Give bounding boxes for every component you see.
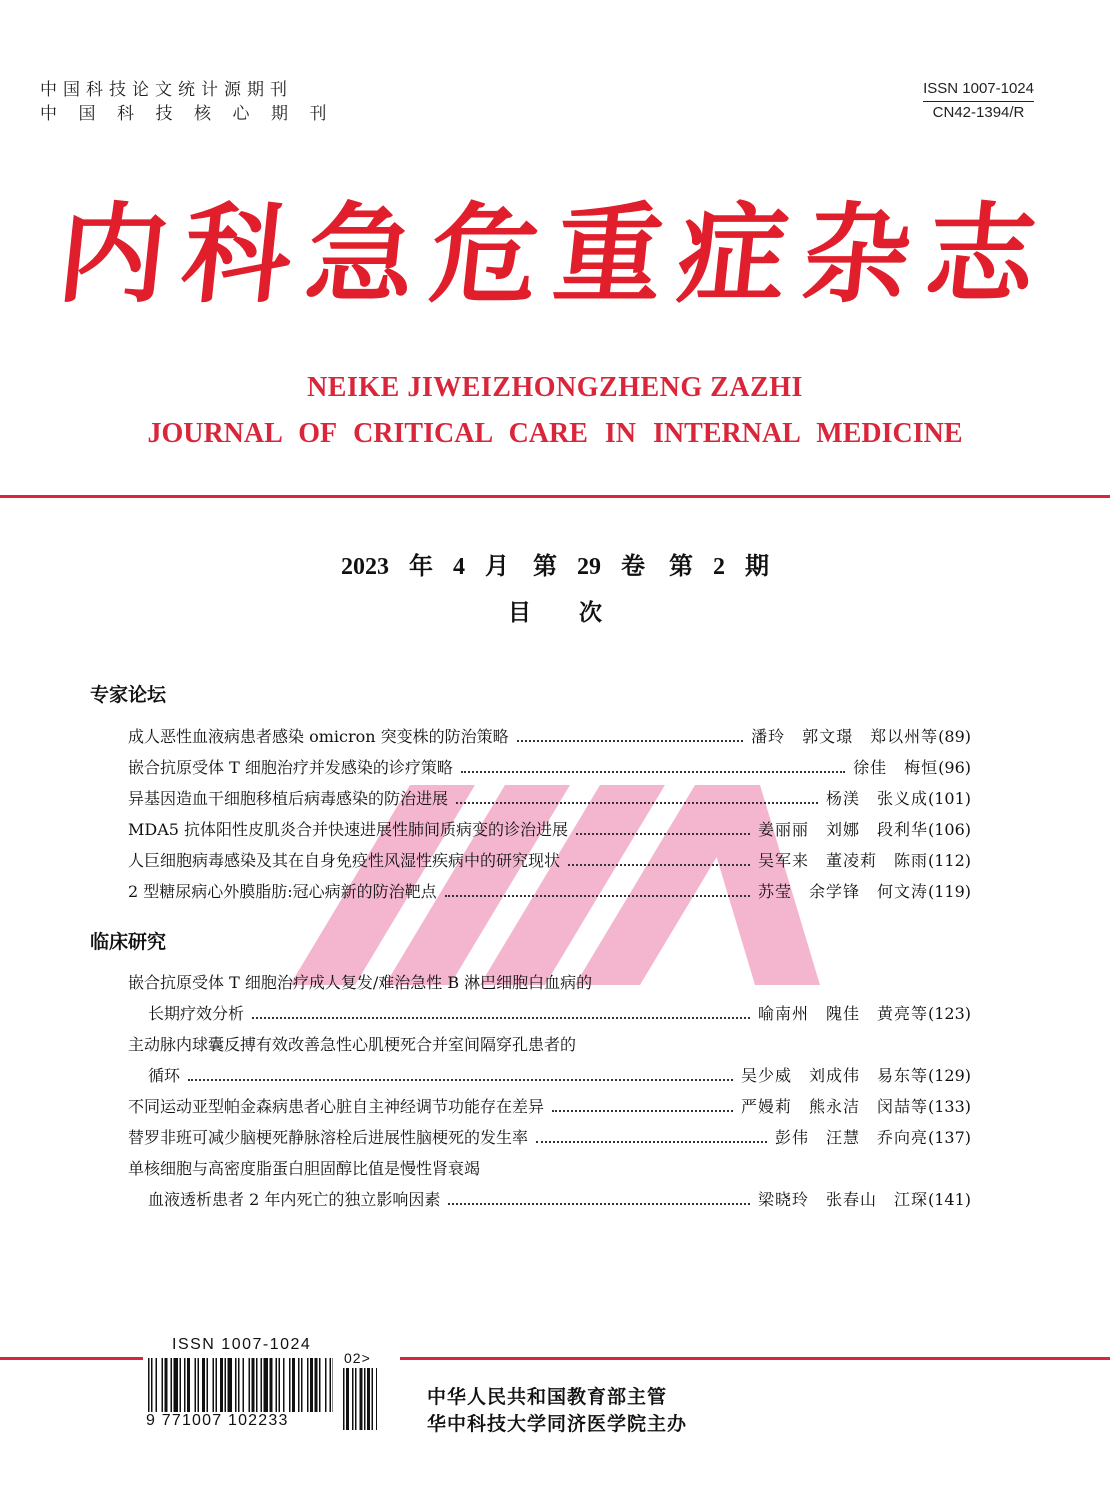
toc-entry[interactable] — [128, 1185, 971, 1211]
leader-dots — [461, 771, 845, 773]
article-title-continuation: 长期疗效分析 — [148, 1004, 245, 1023]
sponsor-info — [427, 1384, 687, 1438]
article-page: (112) — [927, 851, 971, 870]
article-title: 成人恶性血液病患者感染 omicron 突变株的防治策略 — [128, 727, 509, 746]
toc-entry[interactable] — [128, 846, 971, 872]
article-page: (129) — [927, 1066, 971, 1085]
sponsor-line-2: 华中科技大学同济医学院主办 — [427, 1413, 688, 1435]
bottom-divider-left — [0, 1357, 143, 1360]
leader-dots — [576, 833, 750, 835]
article-authors: 梁晓玲 张春山 江琛 — [757, 1190, 928, 1209]
sponsor-line-1: 中华人民共和国教育部主管 — [427, 1386, 668, 1408]
leader-dots — [517, 740, 743, 742]
leader-dots — [252, 1017, 750, 1019]
article-title: 替罗非班可减少脑梗死静脉溶栓后进展性脑梗死的发生率 — [128, 1128, 529, 1147]
article-title: 人巨细胞病毒感染及其在自身免疫性风湿性疾病中的研究现状 — [128, 851, 561, 870]
barcode-addon-label: 02> — [344, 1350, 371, 1366]
toc-entry-first-line[interactable] — [128, 968, 971, 994]
issn-number: ISSN 1007-1024 — [923, 78, 1034, 102]
article-title: 嵌合抗原受体 T 细胞治疗并发感染的诊疗策略 — [128, 758, 453, 777]
barcode-issn-label: ISSN 1007-1024 — [172, 1336, 312, 1353]
article-authors: 吴少威 刘成伟 易东等 — [740, 1066, 928, 1085]
barcode — [148, 1358, 333, 1412]
article-authors: 严嫚莉 熊永洁 闵喆等 — [740, 1097, 928, 1116]
indexing-line-2: 中国科技核心期刊 — [40, 104, 348, 124]
article-page: (106) — [927, 820, 971, 839]
toc-entry-first-line[interactable] — [128, 1030, 971, 1056]
article-page: (89) — [938, 727, 971, 746]
leader-dots — [456, 802, 818, 804]
article-authors: 姜丽丽 刘娜 段利华 — [757, 820, 928, 839]
article-authors: 徐佳 梅恒 — [853, 758, 939, 777]
bottom-divider-right — [400, 1357, 1110, 1360]
article-authors: 吴军来 董凌莉 陈雨 — [757, 851, 928, 870]
journal-title-chinese: 内科急危重症杂志 — [52, 192, 1058, 318]
toc-entry[interactable] — [128, 1061, 971, 1087]
toc-entry[interactable] — [128, 877, 971, 903]
leader-dots — [445, 895, 750, 897]
toc-entry[interactable] — [128, 1123, 971, 1149]
toc-entry[interactable] — [128, 722, 971, 748]
article-page: (101) — [927, 789, 971, 808]
article-page: (96) — [938, 758, 971, 777]
leader-dots — [448, 1203, 750, 1205]
article-page: (137) — [927, 1128, 971, 1147]
article-authors: 杨渼 张义成 — [825, 789, 928, 808]
article-title: 单核细胞与高密度脂蛋白胆固醇比值是慢性肾衰竭 — [128, 1159, 481, 1178]
journal-title-pinyin: NEIKE JIWEIZHONGZHENG ZAZHI — [307, 372, 803, 403]
barcode-number: 9 771007 102233 — [146, 1412, 289, 1429]
toc-entry[interactable] — [128, 999, 971, 1025]
toc-entry[interactable] — [128, 815, 971, 841]
article-title: 2 型糖尿病心外膜脂肪:冠心病新的防治靶点 — [128, 882, 437, 901]
toc-entry[interactable] — [128, 784, 971, 810]
article-title: 嵌合抗原受体 T 细胞治疗成人复发/难治急性 B 淋巴细胞白血病的 — [128, 973, 593, 992]
toc-entry[interactable] — [128, 753, 971, 779]
article-authors: 苏莹 余学锋 何文涛 — [757, 882, 928, 901]
toc-entry[interactable] — [128, 1092, 971, 1118]
article-title-continuation: 血液透析患者 2 年内死亡的独立影响因素 — [148, 1190, 441, 1209]
article-authors: 彭伟 汪慧 乔向亮 — [774, 1128, 928, 1147]
article-title: 异基因造血干细胞移植后病毒感染的防治进展 — [128, 789, 449, 808]
article-title-continuation: 循环 — [148, 1066, 181, 1085]
article-authors: 喻南州 隗佳 黄亮等 — [757, 1004, 928, 1023]
contents-heading: 目次 — [508, 599, 650, 626]
cn-number: CN42-1394/R — [932, 104, 1025, 121]
top-divider — [0, 495, 1110, 498]
barcode-addon — [343, 1368, 377, 1430]
section-title-clinical-research: 临床研究 — [90, 931, 167, 953]
indexing-badges — [40, 78, 348, 126]
issn-block — [923, 78, 1034, 124]
toc-entry-first-line[interactable] — [128, 1154, 971, 1180]
section-title-expert-forum: 专家论坛 — [90, 684, 167, 706]
article-page: (133) — [927, 1097, 971, 1116]
article-authors: 潘玲 郭文璟 郑以州等 — [751, 727, 939, 746]
article-page: (141) — [927, 1190, 971, 1209]
article-page: (119) — [927, 882, 971, 901]
leader-dots — [552, 1110, 733, 1112]
leader-dots — [188, 1079, 733, 1081]
journal-title-english: JOURNAL OF CRITICAL CARE IN INTERNAL MEDICINE — [147, 418, 963, 449]
article-page: (123) — [927, 1004, 971, 1023]
article-title: 主动脉内球囊反搏有效改善急性心肌梗死合并室间隔穿孔患者的 — [128, 1035, 577, 1054]
leader-dots — [536, 1141, 767, 1143]
article-title: MDA5 抗体阳性皮肌炎合并快速进展性肺间质病变的诊治进展 — [128, 820, 569, 839]
article-title: 不同运动亚型帕金森病患者心脏自主神经调节功能存在差异 — [128, 1097, 545, 1116]
leader-dots — [568, 864, 750, 866]
indexing-line-1: 中国科技论文统计源期刊 — [40, 80, 293, 100]
issue-info: 2023 年 4 月 第 29 卷 第 2 期 — [341, 554, 769, 580]
